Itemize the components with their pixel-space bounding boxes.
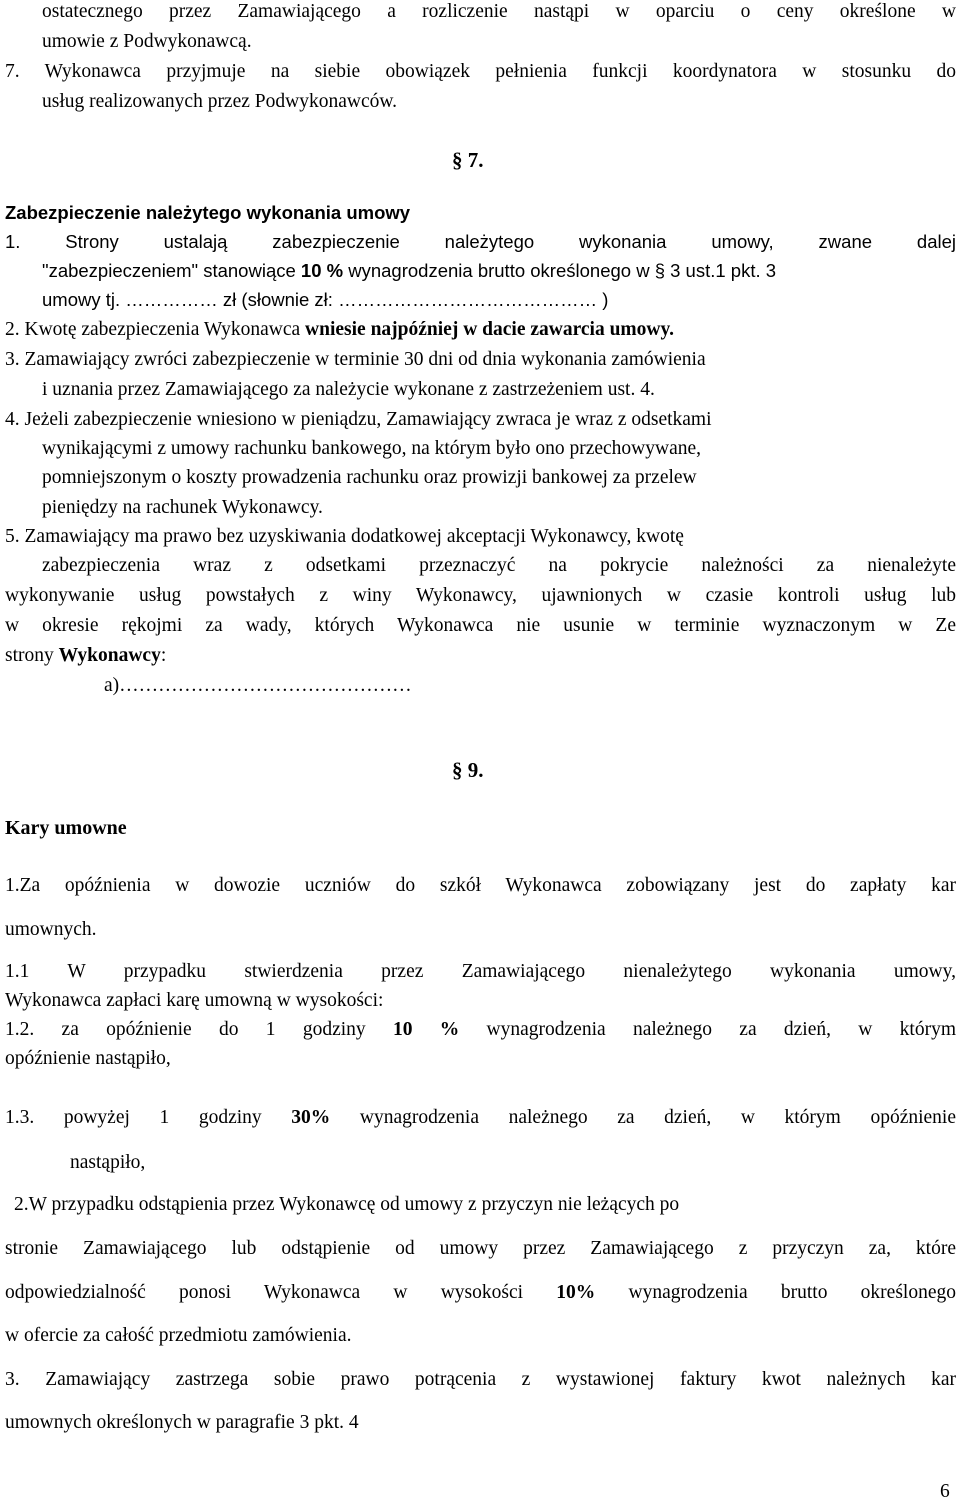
text-line: stronie Zamawiającego lub odstąpienie od umowy przez Zamawiającego z przyczyn za, które (5, 1239, 956, 1259)
text-line: odpowiedzialność ponosi Wykonawca w wysokości 10% wynagrodzenia brutto określonego (5, 1283, 956, 1303)
text-line: 5. Zamawiający ma prawo bez uzyskiwania dodatkowej akceptacji Wykonawcy, kwotę (5, 526, 684, 547)
text-line: wykonywanie usług powstałych z winy Wykonawcy, ujawnionych w czasie kontroli usług lub (5, 586, 956, 606)
text-line: w ofercie za całość przedmiotu zamówienia. (5, 1325, 352, 1346)
text-line: 2.W przypadku odstąpienia przez Wykonawcę od umowy z przyczyn nie leżących po (14, 1194, 680, 1215)
text-line: umowie z Podwykonawcą. (42, 31, 252, 52)
amount-blank: …………… (125, 289, 218, 310)
text-line: opóźnienie nastąpiło, (5, 1048, 171, 1069)
text-line: 7. Wykonawca przyjmuje na siebie obowiązek pełnienia funkcji koordynatora w stosunku do (5, 62, 956, 82)
section-title: § 7. (452, 148, 484, 172)
text-line: 4. Jeżeli zabezpieczenie wniesiono w pieniądzu, Zamawiający zwraca je wraz z odsetkami (5, 409, 712, 430)
text-line: Wykonawca zapłaci karę umowną w wysokości: (5, 990, 384, 1011)
text-line: wynikającymi z umowy rachunku bankowego, na którym było ono przechowywane, (42, 438, 702, 459)
text-line: 1.Za opóźnienia w dowozie uczniów do szkół Wykonawca zobowiązany jest do zapłaty kar (5, 876, 956, 896)
text-line: i uznania przez Zamawiającego za należycie wykonane z zastrzeżeniem ust. 4. (42, 379, 655, 400)
text-line: nastąpiło, (70, 1152, 146, 1173)
text-line: "zabezpieczeniem" stanowiące 10 % wynagrodzenia brutto określonego w § 3 ust.1 pkt. 3 (42, 260, 777, 281)
text-line: strony Wykonawcy: (5, 645, 167, 666)
text-line: umownych określonych w paragrafie 3 pkt. 4 (5, 1412, 359, 1433)
amount-words-blank: …………………………………… (338, 289, 598, 310)
text-line: 1. Strony ustalają zabezpieczenie należytego wykonania umowy, zwane dalej (5, 233, 956, 252)
text-line: 1.3. powyżej 1 godziny 30% wynagrodzenia należnego za dzień, w którym opóźnienie (5, 1108, 956, 1128)
text-line: umowy tj. …………… zł (słownie zł: …………………………………… ) (42, 289, 609, 310)
text-line: 3. Zamawiający zwróci zabezpieczenie w terminie 30 dni od dnia wykonania zamówienia (5, 349, 706, 370)
page-number: 6 (940, 1481, 950, 1502)
text-line: a)……………………………………… (104, 675, 412, 696)
text-line: 2. Kwotę zabezpieczenia Wykonawca wniesie najpóźniej w dacie zawarcia umowy. (5, 319, 675, 340)
text-line: usług realizowanych przez Podwykonawców. (42, 91, 398, 112)
section-heading: Kary umowne (5, 817, 127, 839)
text-line: 1.1 W przypadku stwierdzenia przez Zamawiającego nienależytego wykonania umowy, (5, 962, 956, 982)
text-line: w okresie rękojmi za wady, których Wykonawca nie usunie w terminie wyznaczonym w Ze (5, 616, 956, 636)
text-line: zabezpieczenia wraz z odsetkami przeznaczyć na pokrycie należności za nienależyte (42, 556, 956, 576)
text-line: pomniejszonym o koszty prowadzenia rachunku oraz prowizji bankowej za przelew (42, 467, 697, 488)
text-line: umownych. (5, 919, 97, 940)
section-heading: Zabezpieczenie należytego wykonania umowy (5, 202, 411, 223)
text-line: 3. Zamawiający zastrzega sobie prawo potrącenia z wystawionej faktury kwot należnych kar (5, 1370, 956, 1390)
section-title: § 9. (452, 758, 484, 782)
text-line: ostatecznego przez Zamawiającego a rozliczenie nastąpi w oparciu o ceny określone w (42, 2, 956, 22)
text-line: 1.2. za opóźnienie do 1 godziny 10 % wynagrodzenia należnego za dzień, w którym (5, 1020, 956, 1040)
text-line: pieniędzy na rachunek Wykonawcy. (42, 497, 323, 518)
